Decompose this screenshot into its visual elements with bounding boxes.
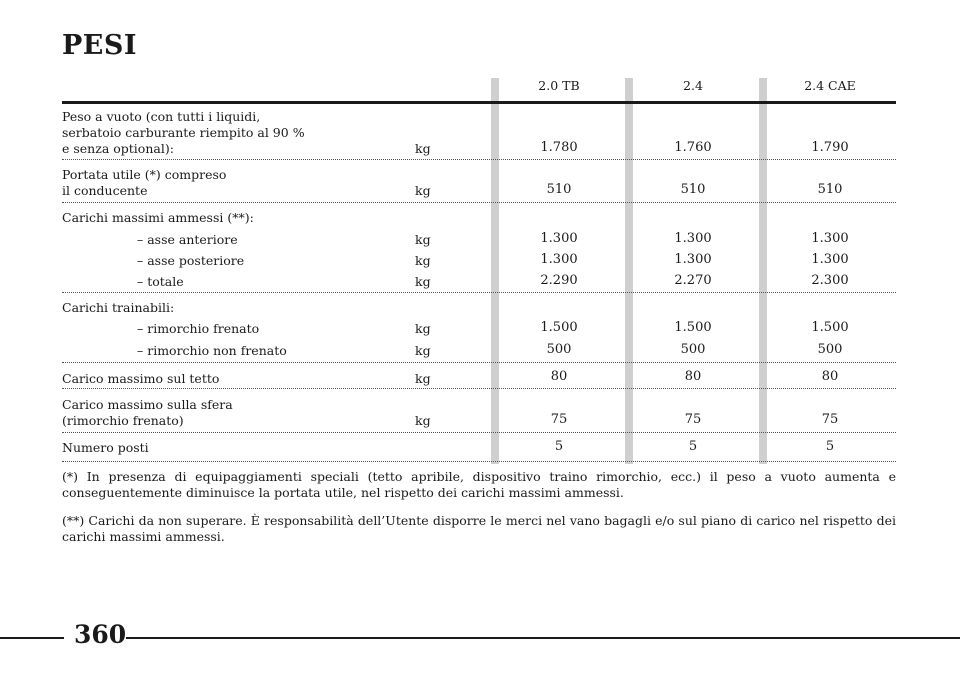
subrow-label: – rimorchio frenato xyxy=(137,321,260,336)
row-label: Carico massimo sul tetto xyxy=(62,371,220,386)
table-cell: 80 xyxy=(684,369,702,384)
table-cell: 1.500 xyxy=(540,320,578,335)
unit-label: kg xyxy=(415,343,431,358)
row-label: Carichi trainabili: xyxy=(62,300,175,315)
table-cell: 5 xyxy=(554,439,564,454)
page-rule-right xyxy=(126,637,960,639)
table-cell: 1.300 xyxy=(811,252,849,267)
row-label-line: (rimorchio frenato) xyxy=(62,413,184,428)
table-cell: 1.790 xyxy=(811,140,849,155)
table-cell: 1.500 xyxy=(674,320,712,335)
row-label-line: serbatoio carburante riempito al 90 % xyxy=(62,125,305,140)
table-cell: 500 xyxy=(680,342,706,357)
row-divider xyxy=(62,388,896,389)
table-cell: 1.300 xyxy=(674,231,712,246)
row-divider xyxy=(62,461,896,462)
table-cell: 1.300 xyxy=(540,252,578,267)
table-cell: 500 xyxy=(817,342,843,357)
header-rule xyxy=(62,101,896,104)
table-cell: 1.780 xyxy=(540,140,578,155)
page-number: 360 xyxy=(74,620,127,649)
row-label-line: e senza optional): xyxy=(62,141,174,156)
unit-label: kg xyxy=(415,253,431,268)
row-label: Numero posti xyxy=(62,440,149,455)
subrow-label: – asse posteriore xyxy=(137,253,245,268)
row-divider xyxy=(62,159,896,160)
table-cell: 500 xyxy=(546,342,572,357)
table-cell: 510 xyxy=(546,182,572,197)
row-label: Carichi massimi ammessi (**): xyxy=(62,210,254,225)
row-divider xyxy=(62,362,896,363)
table-cell: 2.270 xyxy=(674,273,712,288)
row-label-line: Carico massimo sulla sfera xyxy=(62,397,233,412)
subrow-label: – totale xyxy=(137,274,184,289)
unit-label: kg xyxy=(415,274,431,289)
table-cell: 1.300 xyxy=(811,231,849,246)
table-cell: 75 xyxy=(550,412,568,427)
table-cell: 75 xyxy=(821,412,839,427)
table-cell: 5 xyxy=(825,439,835,454)
table-cell: 80 xyxy=(821,369,839,384)
column-shade-bar xyxy=(759,78,767,464)
table-cell: 80 xyxy=(550,369,568,384)
footnote: (**) Carichi da non superare. È responsabilità dell’Utente disporre le merci nel vano bagagli e/o sul piano di carico nel rispetto dei carichi massimi ammessi. xyxy=(62,513,896,544)
subrow-label: – asse anteriore xyxy=(137,232,238,247)
column-shade-bar xyxy=(625,78,633,464)
unit-label: kg xyxy=(415,413,431,428)
table-cell: 1.300 xyxy=(540,231,578,246)
unit-label: kg xyxy=(415,321,431,336)
table-cell: 2.290 xyxy=(540,273,578,288)
table-cell: 75 xyxy=(684,412,702,427)
row-divider xyxy=(62,432,896,433)
page-rule-left xyxy=(0,637,64,639)
row-label-line: Peso a vuoto (con tutti i liquidi, xyxy=(62,109,261,124)
unit-label: kg xyxy=(415,141,431,156)
column-header-24cae: 2.4 CAE xyxy=(804,78,856,93)
column-shade-bar xyxy=(491,78,499,464)
table-cell: 510 xyxy=(680,182,706,197)
row-label-line: il conducente xyxy=(62,183,148,198)
row-label-line: Portata utile (*) compreso xyxy=(62,167,227,182)
column-header-20tb: 2.0 TB xyxy=(538,78,580,93)
table-cell: 1.760 xyxy=(674,140,712,155)
row-divider xyxy=(62,292,896,293)
footnote: (*) In presenza di equipaggiamenti speciali (tetto apribile, dispositivo traino rimorchio, ecc.) il peso a vuoto aumenta e conseguentemente diminuisce la portata utile, nel rispetto dei carichi massimi ammessi. xyxy=(62,469,896,500)
table-cell: 5 xyxy=(688,439,698,454)
table-cell: 1.500 xyxy=(811,320,849,335)
column-header-24: 2.4 xyxy=(683,78,703,93)
table-cell: 1.300 xyxy=(674,252,712,267)
table-cell: 510 xyxy=(817,182,843,197)
subrow-label: – rimorchio non frenato xyxy=(137,343,287,358)
table-cell: 2.300 xyxy=(811,273,849,288)
page-title: PESI xyxy=(62,30,138,61)
unit-label: kg xyxy=(415,371,431,386)
unit-label: kg xyxy=(415,232,431,247)
row-divider xyxy=(62,202,896,203)
unit-label: kg xyxy=(415,183,431,198)
